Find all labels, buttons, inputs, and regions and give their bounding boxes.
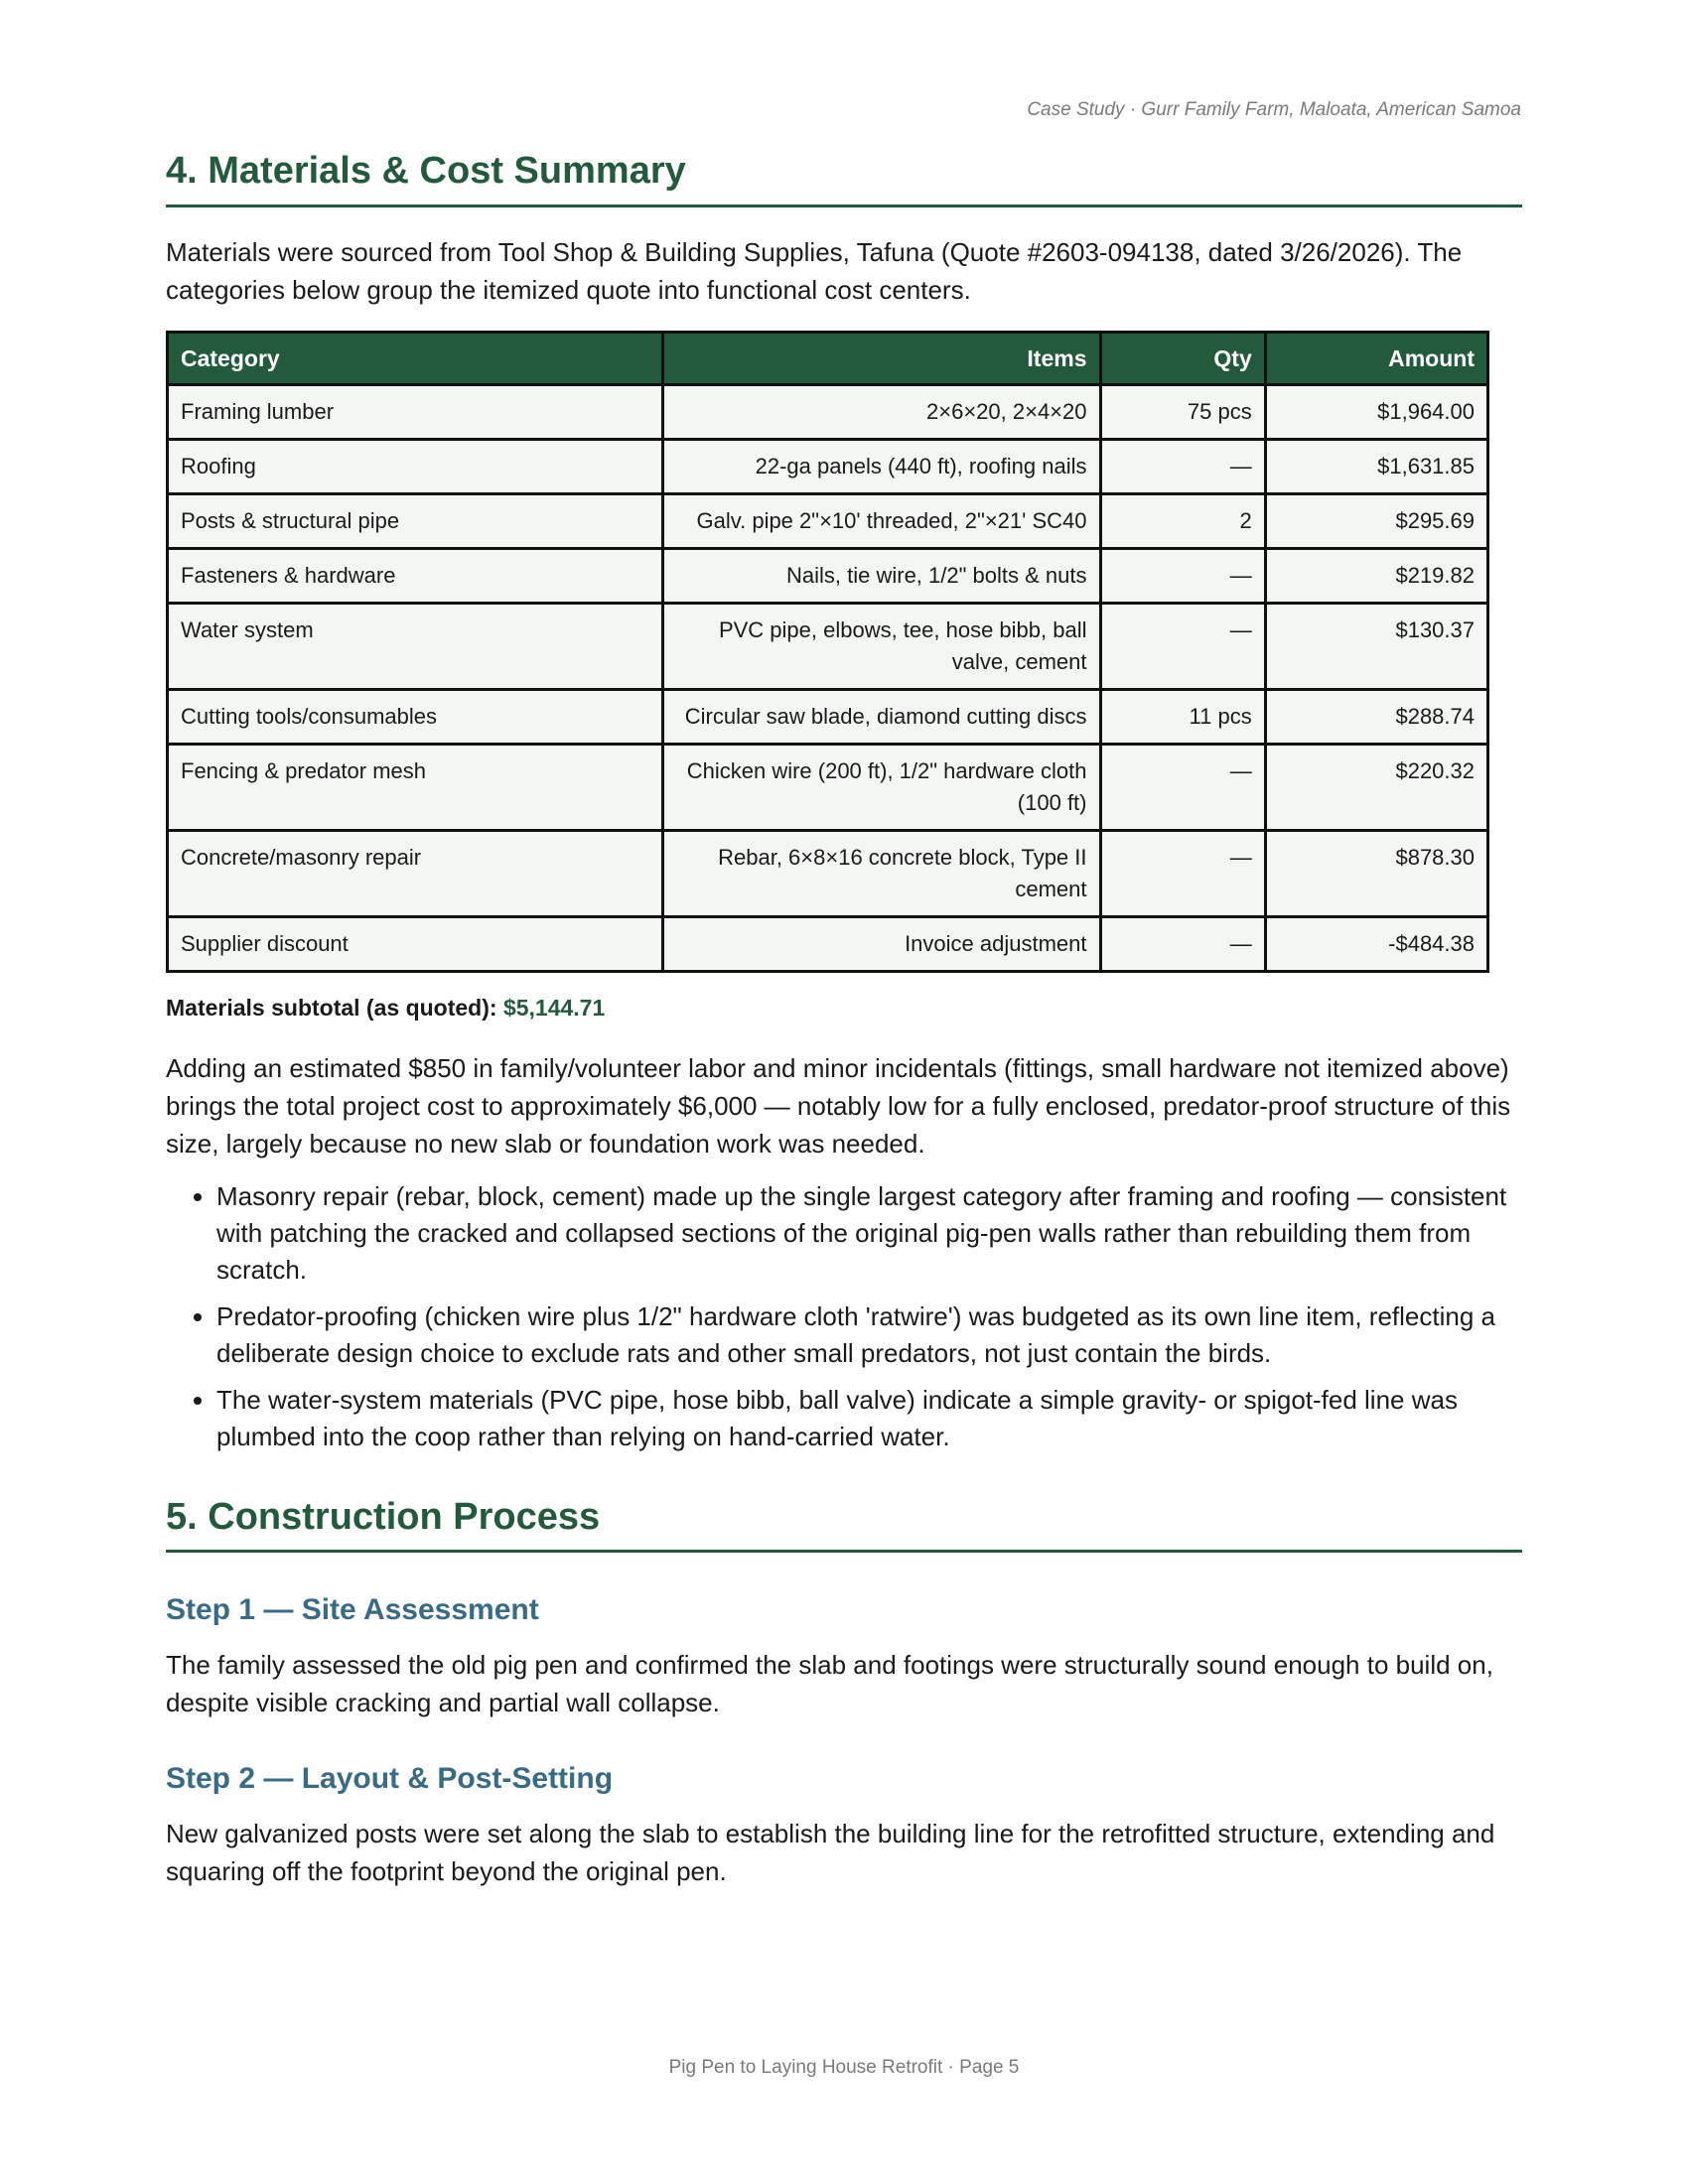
table-row xyxy=(168,830,1488,916)
page-content xyxy=(166,149,1522,1890)
materials-subtotal xyxy=(166,995,1522,1022)
column-header-category: Category xyxy=(168,332,663,384)
section-4-intro: Materials were sourced from Tool Shop & Building Supplies, Tafuna (Quote #2603-094138, dated 3/26/2026). The categories below group the itemized quote into functional cost centers. xyxy=(166,236,1463,305)
table-row xyxy=(168,493,1488,548)
table-row xyxy=(168,689,1488,744)
table-row xyxy=(168,548,1488,603)
cost-summary-table xyxy=(166,331,1489,973)
cell-qty: — xyxy=(1100,744,1265,830)
column-header-qty: Qty xyxy=(1100,332,1265,384)
list-item: • Predator-proofing (chicken wire plus 1/2" hardware cloth 'ratwire') was budgeted as its own line item, reflecting a deliberate design choice to exclude rats and other small predators, not just contain the birds. xyxy=(216,1298,1522,1372)
cell-amount: -$484.38 xyxy=(1265,916,1487,971)
cell-items: 22-ga panels (440 ft), roofing nails xyxy=(662,439,1100,493)
table-row xyxy=(168,603,1488,689)
cell-category: Supplier discount xyxy=(168,916,663,971)
cell-category: Fencing & predator mesh xyxy=(168,744,663,830)
cell-category: Water system xyxy=(168,603,663,689)
list-item: • The water-system materials (PVC pipe, hose bibb, ball valve) indicate a simple gravity- or spigot-fed line was plumbed into the coop rather than relying on hand-carried water. xyxy=(216,1382,1522,1455)
cell-qty: — xyxy=(1100,548,1265,603)
cell-items: PVC pipe, elbows, tee, hose bibb, ball valve, cement xyxy=(662,603,1100,689)
cell-items: Invoice adjustment xyxy=(662,916,1100,971)
observations-list xyxy=(166,1178,1522,1455)
cell-items: 2×6×20, 2×4×20 xyxy=(662,384,1100,439)
cell-qty: — xyxy=(1100,830,1265,916)
cell-category: Framing lumber xyxy=(168,384,663,439)
table-row xyxy=(168,384,1488,439)
cell-qty: — xyxy=(1100,439,1265,493)
cell-category: Cutting tools/consumables xyxy=(168,689,663,744)
cell-category: Posts & structural pipe xyxy=(168,493,663,548)
cell-amount: $295.69 xyxy=(1265,493,1487,548)
list-item: • Masonry repair (rebar, block, cement) made up the single largest category after framing and roofing — consistent with patching the cracked and collapsed sections of the original pig-pen walls rather than rebuilding them from scratch. xyxy=(216,1178,1522,1289)
cell-amount: $1,964.00 xyxy=(1265,384,1487,439)
section-4-heading: 4. Materials & Cost Summary xyxy=(166,149,1522,207)
subtotal-label: Materials subtotal (as quoted): xyxy=(166,994,497,1021)
cell-qty: — xyxy=(1100,916,1265,971)
cell-items: Nails, tie wire, 1/2" bolts & nuts xyxy=(662,548,1100,603)
cell-amount: $1,631.85 xyxy=(1265,439,1487,493)
cell-items: Rebar, 6×8×16 concrete block, Type II cement xyxy=(662,830,1100,916)
cell-qty: 11 pcs xyxy=(1100,689,1265,744)
table-row xyxy=(168,439,1488,493)
cell-amount: $878.30 xyxy=(1265,830,1487,916)
step-1-text: The family assessed the old pig pen and confirmed the slab and footings were structurally sound enough to build on, despite visible cracking and partial wall collapse. xyxy=(166,1650,1493,1718)
cell-amount: $288.74 xyxy=(1265,689,1487,744)
step-1-heading: Step 1 — Site Assessment xyxy=(166,1593,539,1627)
table-row xyxy=(168,744,1488,830)
column-header-items: Items xyxy=(662,332,1100,384)
cell-qty: — xyxy=(1100,603,1265,689)
cell-category: Concrete/masonry repair xyxy=(168,830,663,916)
page-footer: Pig Pen to Laying House Retrofit · Page 5 xyxy=(668,2057,1020,2078)
cell-category: Roofing xyxy=(168,439,663,493)
step-2-heading: Step 2 — Layout & Post-Setting xyxy=(166,1762,614,1796)
cell-qty: 2 xyxy=(1100,493,1265,548)
table-row xyxy=(168,916,1488,971)
column-header-amount: Amount xyxy=(1265,332,1487,384)
table-header-row xyxy=(168,332,1488,384)
cell-category: Fasteners & hardware xyxy=(168,548,663,603)
section-5-heading: 5. Construction Process xyxy=(166,1495,1522,1554)
total-cost-paragraph: Adding an estimated $850 in family/volunteer labor and minor incidentals (fittings, small hardware not itemized above) brings the total project cost to approximately $6,000 — notably low for a fully enclosed, predator-proof structure of this size, largely because no new slab or foundation work was needed. xyxy=(166,1052,1511,1159)
cell-amount: $130.37 xyxy=(1265,603,1487,689)
cell-items: Galv. pipe 2"×10' threaded, 2"×21' SC40 xyxy=(662,493,1100,548)
cell-amount: $219.82 xyxy=(1265,548,1487,603)
subtotal-value: $5,144.71 xyxy=(502,994,606,1021)
cell-amount: $220.32 xyxy=(1265,744,1487,830)
running-header: Case Study · Gurr Family Farm, Maloata, American Samoa xyxy=(1027,99,1521,120)
cell-items: Circular saw blade, diamond cutting discs xyxy=(662,689,1100,744)
step-2-text: New galvanized posts were set along the slab to establish the building line for the retrofitted structure, extending and squaring off the footprint beyond the original pen. xyxy=(166,1819,1495,1887)
cell-items: Chicken wire (200 ft), 1/2" hardware cloth (100 ft) xyxy=(662,744,1100,830)
cell-qty: 75 pcs xyxy=(1100,384,1265,439)
